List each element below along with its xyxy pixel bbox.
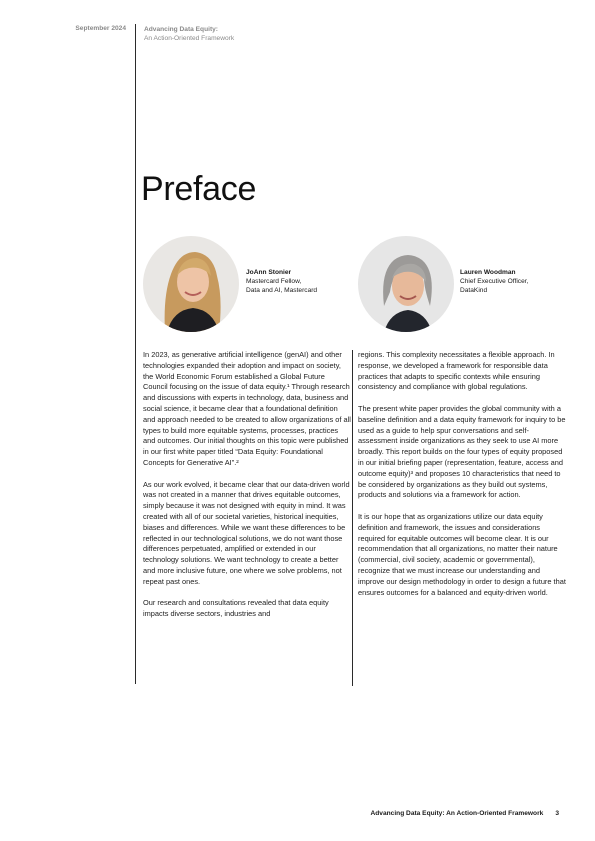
page-title: Preface (141, 170, 257, 208)
author-photo-lauren-woodman (358, 236, 454, 332)
author-info-lauren-woodman (460, 268, 528, 295)
header-vertical-rule (135, 24, 136, 684)
paragraph: regions. This complexity necessitates a flexible approach. In response, we developed a framework for responsible data practices that adapts to specific contexts while ensuring consistency and compliance with global regulations. (358, 350, 555, 392)
header-date: September 2024 (75, 25, 126, 32)
paragraph: As our work evolved, it became clear that our data-driven world was not created in a manner that drives equitable outcomes, simply because it was not designed with equity in mind. It was created with all of our societal varieties, historical inequities, biases and differences. While we want these differences to be reflected in our technological solutions, we do not want those differences perpetuated, amplified or extended in our technology solutions. We want technology to create a better and more inclusive future, one where we solve problems, not repeat past ones. (143, 479, 350, 586)
author-info-joann-stonier (246, 268, 317, 295)
author-role-line1: Chief Executive Officer, (460, 278, 529, 285)
author-photo-joann-stonier (143, 236, 239, 332)
paragraph: In 2023, as generative artificial intelligence (genAI) and other technologies expanded their adoption and impact on society, the World Economic Forum established a Global Future Council focusing on the issue of data equity.¹ Through research and discussions with experts in technology, data, business and social science, it became clear that a foundational definition and approach needed to be created to allow organizations of all types to build more equitable systems, processes, practices and outcomes. Our initial thoughts on this topic were published in our first white paper titled “Data Equity: Foundational Concepts for Generative AI”.² (143, 350, 351, 467)
column-divider (352, 350, 353, 686)
author-name: JoAnn Stonier (246, 269, 292, 276)
page-number: 3 (555, 810, 559, 817)
body-column-right (358, 350, 566, 609)
paragraph: Our research and consultations revealed that data equity impacts diverse sectors, industries and (143, 598, 329, 619)
paragraph: The present white paper provides the global community with a baseline definition and a data equity framework for inquiry to be used as a guide to help spur conversations and self-assessment inside organizations as they seek to use AI more broadly. This report builds on the four types of equity proposed in our initial briefing paper (representation, feature, access and outcome equity)³ and proposes 10 characteristics that need to be considered by organizations as they build out systems, products and solutions via a framework for action. (358, 403, 566, 500)
author-role-line2: Data and AI, Mastercard (246, 287, 318, 294)
header-title-line2: An Action-Oriented Framework (144, 35, 235, 42)
body-column-left (143, 350, 351, 631)
paragraph: It is our hope that as organizations utilize our data equity definition and framework, the issues and considerations required for equitable outcomes will become clear. It is our recommendation that all organizations, no matter their nature (commercial, civil society, academic or governmental), recognize that we must increase our understanding and improve our design methodology in order to design a future that ensures outcomes for a balanced and equity-driven world. (358, 511, 566, 597)
header-title-line1: Advancing Data Equity: (144, 26, 219, 33)
author-name: Lauren Woodman (460, 269, 516, 276)
author-role-line2: DataKind (460, 287, 488, 294)
author-role-line1: Mastercard Fellow, (246, 278, 302, 285)
footer-title: Advancing Data Equity: An Action-Oriented Framework (370, 810, 544, 817)
page-footer (371, 810, 559, 817)
header-title (144, 25, 234, 43)
